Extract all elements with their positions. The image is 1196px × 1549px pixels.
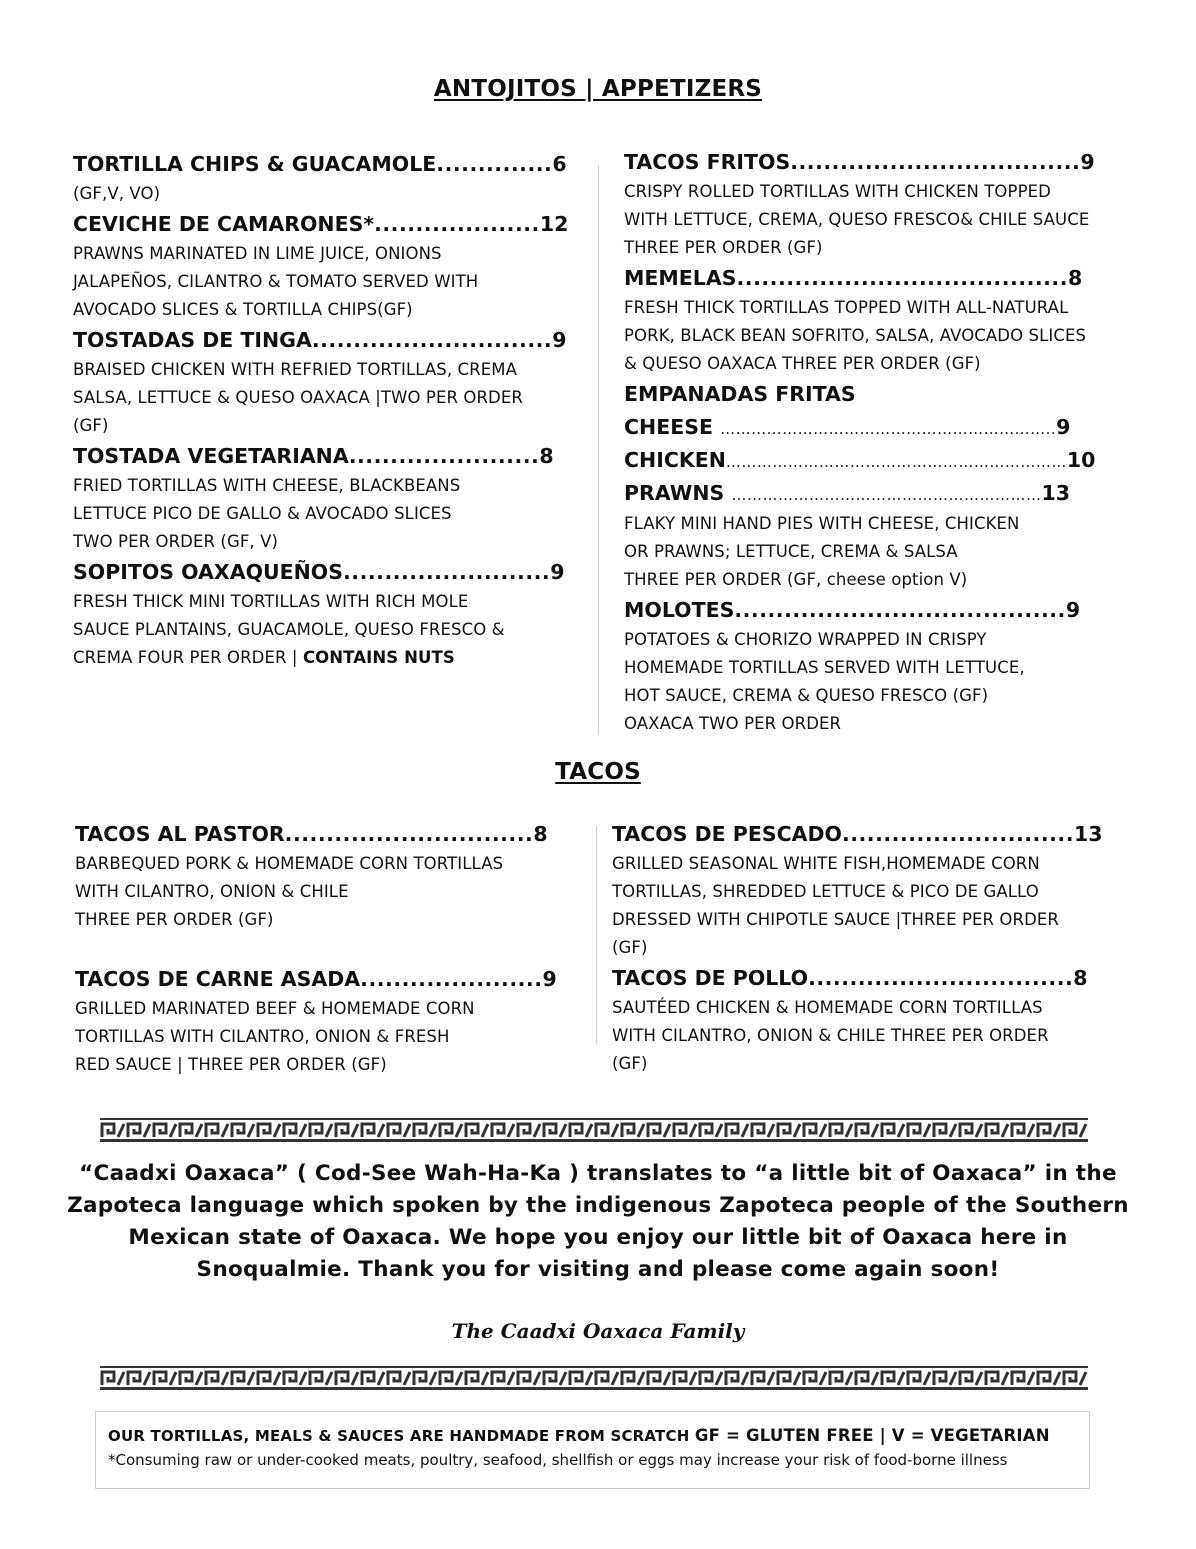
dot-leader: ....................... [348,444,540,468]
menu-item [624,146,1119,262]
tacos-left-column [75,818,570,1079]
item-name: TOSTADAS DE TINGA [73,328,312,352]
menu-item [73,324,568,440]
greek-key-border-top [100,1118,1088,1142]
item-price: 13 [1074,822,1103,846]
item-price: 9 [552,328,567,352]
item-title-row [612,818,1122,850]
item-title-row [73,324,568,356]
signature: The Caadxi Oaxaca Family [451,1319,745,1343]
menu-item [75,818,570,963]
item-description: GRILLED SEASONAL WHITE FISH,HOMEMADE CORN TORTILLAS, SHREDDED LETTUCE & PICO DE GALLO DRESSED WITH CHIPOTLE SAUCE |THREE PER ORDER (GF) [612,854,1059,957]
dot-leader: .................... [374,212,540,236]
item-title-row [73,440,568,472]
item-name: TACOS DE POLLO [612,966,809,990]
item-title-row [73,208,568,240]
item-title-row [624,146,1119,178]
dot-leader: …………………………………………………… [731,486,1042,504]
item-title-row [75,963,570,995]
item-price: 8 [1068,266,1083,290]
item-description: GRILLED MARINATED BEEF & HOMEMADE CORN TORTILLAS WITH CILANTRO, ONION & FRESH RED SAUCE | THREE PER ORDER (GF) [75,999,475,1074]
item-name: TACOS DE CARNE ASADA [75,967,361,991]
item-description-text: FRESH THICK MINI TORTILLAS WITH RICH MOLE SAUCE PLANTAINS, GUACAMOLE, QUESO FRESCO & CREMA FOUR PER ORDER | [73,592,505,667]
item-price: 9 [1080,150,1095,174]
option-name: CHICKEN [624,448,726,472]
item-description: FRIED TORTILLAS WITH CHEESE, BLACKBEANS LETTUCE PICO DE GALLO & AVOCADO SLICES TWO PER ORDER (GF, V) [73,476,461,551]
menu-item [612,962,1122,1078]
option-row [624,444,1119,477]
item-description: BARBEQUED PORK & HOMEMADE CORN TORTILLAS WITH CILANTRO, ONION & CHILE THREE PER ORDER (GF) [75,854,504,929]
item-name: TORTILLA CHIPS & GUACAMOLE [73,152,437,176]
appetizers-left-column [73,148,568,672]
consumption-warning: *Consuming raw or under-cooked meats, poultry, seafood, shellfish or eggs may increase your risk of food-borne illness [108,1451,1008,1469]
tacos-title: TACOS [555,759,641,785]
dot-leader: .............................. [284,822,534,846]
item-description: FRESH THICK TORTILLAS TOPPED WITH ALL-NATURAL PORK, BLACK BEAN SOFRITO, SALSA, AVOCADO SLICES & QUESO OAXACA THREE PER ORDER (GF) [624,298,1087,373]
footer-notice-box [95,1411,1090,1489]
option-row [624,477,1119,510]
item-description: SAUTÉED CHICKEN & HOMEMADE CORN TORTILLAS WITH CILANTRO, ONION & CHILE THREE PER ORDER (GF) [612,998,1049,1073]
dot-leader: ......................... [343,560,551,584]
item-price: 12 [539,212,568,236]
dot-leader: ........................................ [734,598,1066,622]
item-price: 9 [550,560,565,584]
dot-leader: ................................ [808,966,1074,990]
item-title-row [612,962,1122,994]
item-description: (GF,V, VO) [73,184,161,203]
item-title-row [73,148,568,180]
item-title-row [624,594,1119,626]
menu-item-empanadas [624,378,1119,594]
option-name: CHEESE [624,415,721,439]
menu-item [73,148,568,208]
item-heading: EMPANADAS FRITAS [624,382,856,406]
item-name: TOSTADA VEGETARIANA [73,444,349,468]
item-price: 8 [1073,966,1088,990]
option-price: 13 [1041,481,1070,505]
item-description: POTATOES & CHORIZO WRAPPED IN CRISPY HOMEMADE TORTILLAS SERVED WITH LETTUCE, HOT SAUCE, CREMA & QUESO FRESCO (GF) OAXACA TWO PER ORDER [624,630,1025,733]
item-title-row [75,818,570,850]
item-name: MOLOTES [624,598,735,622]
item-description: PRAWNS MARINATED IN LIME JUICE, ONIONS JALAPEÑOS, CILANTRO & TOMATO SERVED WITH AVOCADO SLICES & TORTILLA CHIPS(GF) [73,244,479,319]
item-name: SOPITOS OAXAQUEÑOS [73,560,343,584]
item-description: CRISPY ROLLED TORTILLAS WITH CHICKEN TOPPED WITH LETTUCE, CREMA, QUESO FRESCO& CHILE SAUCE THREE PER ORDER (GF) [624,182,1090,257]
menu-item [73,208,568,324]
option-name: PRAWNS [624,481,732,505]
greek-key-border-bottom [100,1366,1088,1390]
item-title-row [73,556,568,588]
footer-line-handmade [108,1426,1077,1445]
option-row [624,411,1119,444]
tacos-right-column [612,818,1122,1078]
tribute-paragraph: “Caadxi Oaxaca” ( Cod-See Wah-Ha-Ka ) translates to “a little bit of Oaxaca” in the Zapoteca language which spoken by the indigenous Zapoteca people of the Southern Mexican state of Oaxaca. We hope you enjoy our little bit of Oaxaca here in Snoqualmie. Thank you for visiting and please come again soon! [67,1161,1129,1282]
item-name: TACOS AL PASTOR [75,822,285,846]
item-price: 9 [1065,598,1081,622]
appetizers-divider [598,165,599,735]
menu-item [624,262,1119,378]
item-name: TACOS FRITOS [624,150,791,174]
dot-leader: ………………………………………………………… [725,453,1067,471]
dot-leader: ........................................ [736,266,1069,290]
option-price: 9 [1056,415,1071,439]
menu-item [612,818,1122,962]
dot-leader: ...................... [360,967,543,991]
menu-item [73,556,568,672]
dot-leader: .............. [436,152,553,176]
dot-leader: ............................ [841,822,1074,846]
dot-leader: ............................. [311,328,553,352]
item-title-row [624,262,1119,294]
item-price: 8 [539,444,554,468]
allergen-warning: CONTAINS NUTS [302,648,455,667]
handmade-note: OUR TORTILLAS, MEALS & SAUCES ARE HANDMADE FROM SCRATCH [108,1427,695,1445]
item-price: 8 [533,822,548,846]
menu-item [75,963,570,1079]
option-price: 10 [1066,448,1096,472]
menu-item [624,594,1119,738]
item-name: CEVICHE DE CAMARONES* [73,212,375,236]
menu-item [73,440,568,556]
item-name: MEMELAS [624,266,737,290]
item-name: TACOS DE PESCADO [612,822,842,846]
item-description [73,588,568,672]
diet-legend: GF = GLUTEN FREE | V = VEGETARIAN [694,1426,1050,1445]
appetizers-right-column [624,146,1119,738]
item-description: BRAISED CHICKEN WITH REFRIED TORTILLAS, CREMA SALSA, LETTUCE & QUESO OAXACA |TWO PER ORDER (GF) [73,360,523,435]
item-price: 6 [552,152,567,176]
dot-leader: ……………………………………………………….. [720,420,1057,438]
dot-leader: ................................... [790,150,1081,174]
item-price: 9 [542,967,557,991]
item-description: FLAKY MINI HAND PIES WITH CHEESE, CHICKEN OR PRAWNS; LETTUCE, CREMA & SALSA THREE PER ORDER (GF, cheese option V) [624,514,1020,589]
appetizers-title: ANTOJITOS | APPETIZERS [433,76,763,102]
tacos-divider [596,826,597,1044]
